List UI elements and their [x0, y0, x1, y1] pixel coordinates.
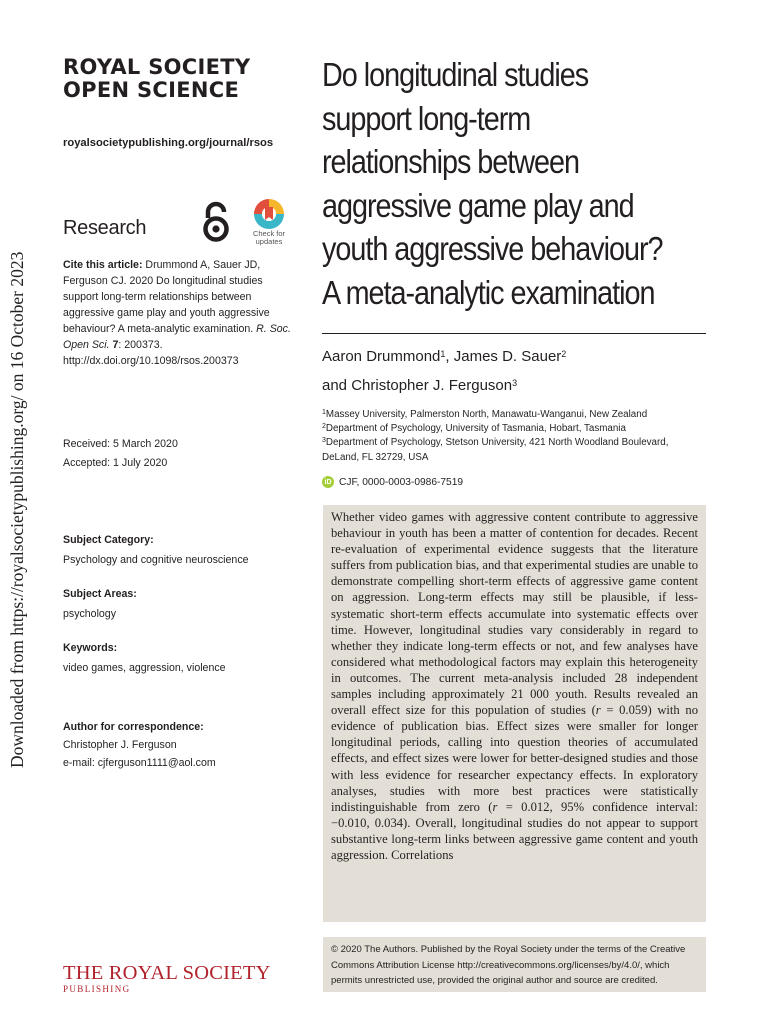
author-separator: ,	[445, 348, 454, 365]
keywords-heading: Keywords:	[63, 642, 118, 654]
received-date: Received: 5 March 2020	[63, 438, 178, 450]
author-name[interactable]: James D. Sauer	[453, 348, 562, 365]
journal-name-line1: ROYAL SOCIETY	[63, 55, 251, 79]
affiliation-text: Massey University, Palmerston North, Manawatu-Wanganui, New Zealand	[325, 409, 648, 420]
abstract-part: = 0.059) with no evidence of publication bias. Effect sizes were smaller for longer longitudinal periods, calling into question theories of accumulated effects, and effect sizes were lower for better-designed studies and those with less evidence for researcher expectancy effects. In exploratory analyses, studies with more best practices were statistically indistinguishable from zero (	[331, 703, 698, 814]
author-affiliation-marker: 1	[440, 349, 446, 359]
affiliation-text: Department of Psychology, University of Tasmania, Hobart, Tasmania	[325, 423, 626, 435]
correspondence-heading: Author for correspondence:	[63, 721, 204, 733]
citation-journal: R. Soc. Open Sci.	[63, 323, 291, 351]
download-stamp-text: Downloaded from https://royalsocietypublishing.org/ on 16 October 2023	[7, 251, 27, 768]
affiliations	[322, 408, 708, 465]
citation-text: Drummond A, Sauer JD, Ferguson CJ. 2020 Do longitudinal studies support long-term relationships between aggressive game play and youth aggressive behaviour? A meta-analytic examination.	[63, 259, 270, 335]
open-access-icon	[199, 201, 233, 243]
subject-areas	[63, 586, 293, 622]
subject-category	[63, 532, 293, 568]
article-dates	[63, 436, 293, 471]
affiliation-item	[322, 436, 708, 464]
orcid-icon: iD	[322, 476, 334, 488]
abstract-box	[323, 505, 706, 922]
citation-article-no: : 200373.	[118, 339, 163, 351]
abstract-text	[331, 509, 698, 863]
license-box	[323, 937, 706, 992]
author-affiliation-marker: 3	[512, 378, 518, 388]
affiliation-text: Department of Psychology, Stetson University, 421 North Woodland Boulevard, DeLand, FL 32729, USA	[322, 437, 669, 463]
correspondence	[63, 719, 293, 771]
abstract-symbol: r	[492, 799, 498, 814]
abstract-part: = 0.012, 95% confidence interval: −0.010, 0.034). Overall, longitudinal studies do not appear to support substantive long-term links between aggressive game content and youth aggression. Correlations	[331, 799, 698, 862]
section-label: Research	[63, 217, 147, 239]
title-line: A meta-analytic examination	[322, 274, 655, 312]
affiliation-item	[322, 408, 708, 422]
article-title	[322, 54, 666, 315]
citation-doi-link[interactable]: http://dx.doi.org/10.1098/rsos.200373	[63, 355, 239, 367]
journal-name-line2: OPEN SCIENCE	[63, 78, 240, 102]
citation-block	[63, 257, 293, 369]
orcid-text[interactable]: CJF, 0000-0003-0986-7519	[339, 476, 464, 488]
subject-category-heading: Subject Category:	[63, 534, 154, 546]
journal-logo[interactable]	[63, 56, 293, 102]
title-line: support long-term	[322, 100, 531, 138]
affiliation-item	[322, 422, 708, 436]
author-affiliation-marker: 2	[561, 349, 567, 359]
abstract-part: Whether video games with aggressive content contribute to aggressive behaviour in youth has been a matter of contention for decades. Recent re-evaluation of experimental evidence suggests that the literature suffers from publication bias, and that experimental studies are unable to demonstrate compelling short-term effects of aggressive game content on aggression. Long-term effects may still be plausible, if less-systematic short-term effects accumulate into systematic effects over time. However, longitudinal studies vary considerably in regard to whether they indicate long-term effects or not, and few analyses have considered what methodological factors may explain this heterogeneity in outcomes. The current meta-analysis included 28 independent samples including approximately 21 000 youth. Results revealed an overall effect size for this population of studies (	[331, 510, 698, 718]
citation-label: Cite this article:	[63, 259, 143, 271]
author-name[interactable]: and Christopher J. Ferguson	[322, 377, 513, 394]
publisher-name: THE ROYAL SOCIETY	[63, 962, 271, 984]
crossmark-icon	[247, 198, 291, 230]
check-for-updates-label: Check for updates	[252, 229, 286, 246]
download-stamp	[5, 251, 27, 770]
title-divider	[322, 333, 706, 334]
subject-category-value: Psychology and cognitive neuroscience	[63, 554, 249, 566]
orcid-line[interactable]	[322, 476, 463, 488]
publisher-logo[interactable]	[63, 962, 271, 994]
author-list	[322, 342, 722, 400]
correspondence-name: Christopher J. Ferguson	[63, 739, 177, 751]
abstract-symbol: r	[595, 703, 601, 718]
license-text: © 2020 The Authors. Published by the Royal Society under the terms of the Creative Commons Attribution License http://creativecommons.org/licenses/by/4.0/, which permits unrestricted use, provided the original author and source are credited.	[331, 944, 686, 987]
citation-volume: 7	[112, 339, 119, 351]
title-line: aggressive game play and	[322, 187, 634, 225]
title-line: youth aggressive behaviour?	[322, 231, 663, 268]
title-line: Do longitudinal studies	[322, 57, 589, 94]
title-line: relationships between	[322, 144, 580, 181]
check-for-updates-button[interactable]	[247, 198, 291, 246]
correspondence-email-link[interactable]: e-mail: cjferguson1111@aol.com	[63, 757, 216, 769]
journal-url-link[interactable]: royalsocietypublishing.org/journal/rsos	[63, 137, 274, 149]
affiliation-number: 1	[322, 409, 326, 416]
author-name[interactable]: Aaron Drummond	[322, 348, 441, 365]
affiliation-number: 2	[322, 423, 326, 431]
publisher-sub: PUBLISHING	[63, 984, 131, 994]
subject-areas-heading: Subject Areas:	[63, 588, 137, 600]
keywords	[63, 640, 293, 676]
subject-areas-value: psychology	[63, 608, 116, 620]
keywords-value: video games, aggression, violence	[63, 662, 226, 674]
accepted-date: Accepted: 1 July 2020	[63, 457, 168, 469]
affiliation-number: 3	[322, 437, 326, 445]
